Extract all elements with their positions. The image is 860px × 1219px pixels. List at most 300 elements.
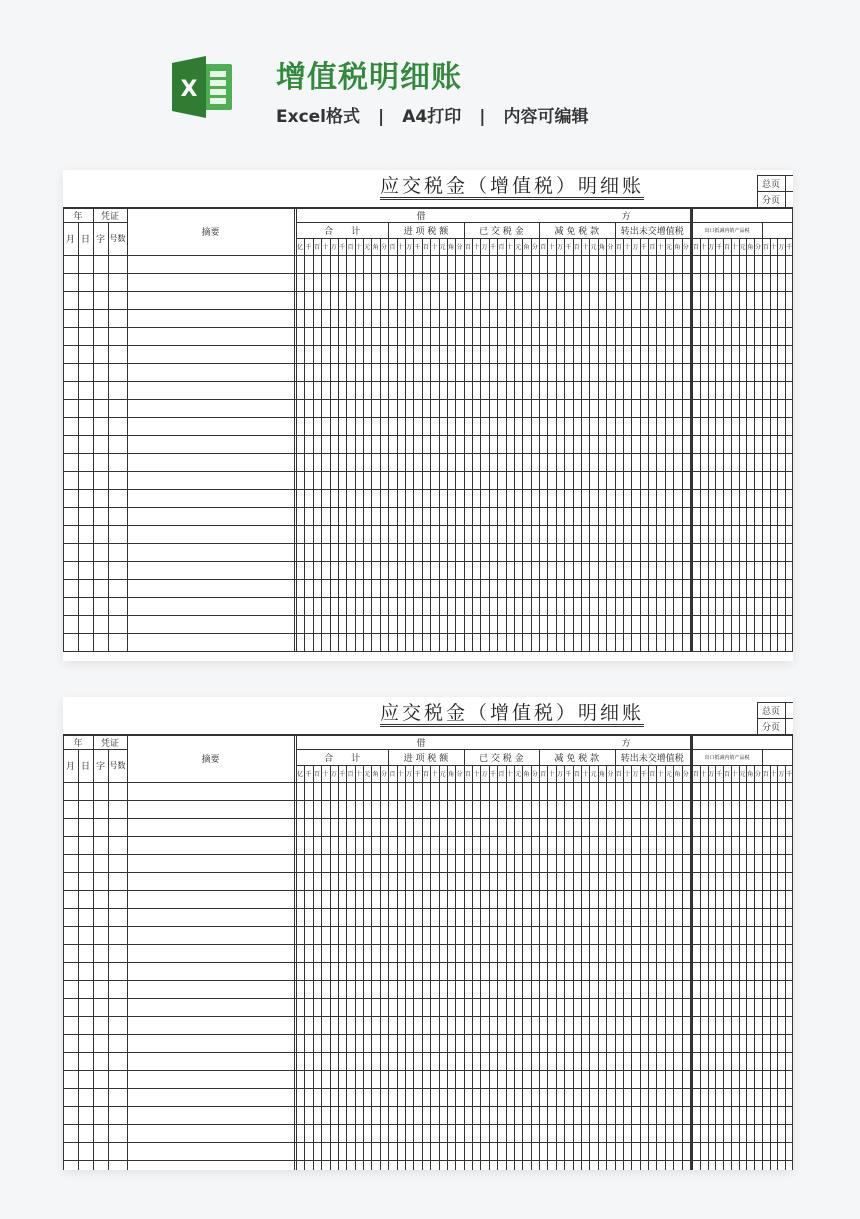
- grid-line: [746, 765, 747, 1170]
- grid-line: [63, 1052, 793, 1053]
- digit-unit-label: 千: [716, 244, 723, 251]
- digit-unit-label: 十: [624, 244, 631, 251]
- digit-unit-label: 十: [731, 244, 738, 251]
- summary-header: 摘要: [201, 755, 220, 765]
- grid-line: [397, 238, 398, 651]
- grid-line: [785, 765, 786, 1170]
- grid-line: [640, 238, 641, 651]
- digit-unit-label: 万: [481, 244, 488, 251]
- digit-unit-label: 百: [464, 244, 471, 251]
- digit-unit-label: 十: [582, 244, 589, 251]
- grid-line: [762, 749, 763, 765]
- month-header: 月: [65, 762, 75, 772]
- digit-unit-label: 十: [657, 244, 664, 251]
- grid-line: [623, 238, 624, 651]
- number-header: 号数: [109, 234, 126, 243]
- grid-line: [648, 238, 649, 651]
- grid-line: [63, 208, 64, 651]
- grid-line: [564, 765, 565, 1170]
- digit-unit-label: 亿: [297, 771, 304, 778]
- digit-unit-label: 十: [548, 771, 555, 778]
- grid-line: [506, 765, 507, 1170]
- summary-header: 摘要: [201, 228, 220, 238]
- digit-unit-label: 角: [523, 244, 530, 251]
- day-header: 日: [80, 235, 90, 245]
- grid-line: [63, 1070, 793, 1071]
- grid-line: [439, 238, 440, 651]
- grid-line: [497, 238, 498, 651]
- grid-line: [656, 238, 657, 651]
- digit-unit-label: 百: [762, 771, 769, 778]
- tag-print: A4打印: [402, 107, 462, 127]
- grid-line: [63, 435, 793, 436]
- grid-line: [413, 765, 414, 1170]
- grid-line: [313, 765, 314, 1170]
- voucher-header: 凭证: [100, 211, 119, 222]
- column-group-header: 减 免 税 款: [554, 226, 600, 237]
- digit-unit-label: 万: [406, 244, 413, 251]
- grid-line: [615, 765, 616, 1170]
- digit-unit-label: 千: [640, 771, 647, 778]
- grid-line: [63, 579, 793, 580]
- column-group-header: 减 免 税 款: [554, 753, 600, 764]
- grid-line: [63, 872, 793, 873]
- digit-unit-label: 十: [700, 244, 707, 251]
- debit-header-right: 方: [621, 738, 631, 749]
- grid-line: [304, 238, 305, 651]
- digit-unit-label: 百: [313, 771, 320, 778]
- digit-unit-label: 分: [456, 244, 463, 251]
- grid-line: [564, 238, 565, 651]
- grid-line: [63, 1142, 793, 1143]
- page-title: 增值税明细账: [276, 60, 462, 95]
- grid-line: [682, 765, 683, 1170]
- digit-unit-label: 百: [692, 244, 699, 251]
- grid-line: [63, 309, 793, 310]
- grid-line: [547, 238, 548, 651]
- ledger-sheet-preview: [63, 697, 793, 1170]
- grid-line: [63, 944, 793, 945]
- digit-unit-label: 百: [615, 244, 622, 251]
- tag-editable: 内容可编辑: [503, 107, 589, 127]
- grid-line: [770, 765, 771, 1170]
- grid-line: [606, 238, 607, 651]
- digit-unit-label: 百: [762, 244, 769, 251]
- digit-unit-label: 百: [464, 771, 471, 778]
- digit-unit-label: 十: [582, 771, 589, 778]
- digit-unit-label: 十: [624, 771, 631, 778]
- svg-text:X: X: [180, 77, 198, 102]
- digit-unit-label: 分: [456, 771, 463, 778]
- digit-unit-label: 角: [747, 244, 754, 251]
- digit-unit-label: 元: [739, 244, 746, 251]
- column-group-header: 合 计: [324, 753, 361, 764]
- sub-page-label: 分页: [761, 723, 780, 733]
- grid-line: [708, 238, 709, 651]
- digit-unit-label: 元: [666, 771, 673, 778]
- digit-unit-label: 万: [330, 244, 337, 251]
- grid-line: [63, 507, 793, 508]
- grid-line: [692, 208, 693, 651]
- digit-unit-label: 千: [786, 244, 793, 251]
- grid-line: [606, 765, 607, 1170]
- grid-line: [464, 765, 465, 1170]
- grid-line: [673, 765, 674, 1170]
- digit-unit-label: 千: [786, 771, 793, 778]
- digit-unit-label: 分: [607, 771, 614, 778]
- grid-line: [63, 962, 793, 963]
- grid-line: [581, 238, 582, 651]
- grid-line: [63, 651, 793, 652]
- grid-line: [63, 453, 793, 454]
- grid-line: [108, 222, 109, 651]
- grid-line: [531, 765, 532, 1170]
- digit-unit-label: 亿: [297, 244, 304, 251]
- grid-line: [422, 765, 423, 1170]
- grid-line: [715, 238, 716, 651]
- grid-line: [63, 363, 793, 364]
- grid-line: [127, 208, 128, 651]
- grid-line: [581, 765, 582, 1170]
- digit-unit-label: 分: [531, 244, 538, 251]
- digit-unit-label: 百: [615, 771, 622, 778]
- grid-line: [63, 926, 793, 927]
- total-page-label: 总页: [761, 179, 780, 190]
- grid-line: [754, 765, 755, 1170]
- grid-line: [422, 238, 423, 651]
- digit-unit-label: 百: [422, 244, 429, 251]
- digit-unit-label: 十: [731, 771, 738, 778]
- digit-unit-label: 千: [565, 244, 572, 251]
- column-group-header: 转出未交增值税: [620, 753, 684, 764]
- grid-line: [63, 980, 793, 981]
- digit-unit-label: 十: [506, 771, 513, 778]
- digit-unit-label: 元: [439, 771, 446, 778]
- digit-unit-label: 元: [666, 244, 673, 251]
- grid-line: [346, 238, 347, 651]
- digit-unit-label: 十: [431, 244, 438, 251]
- grid-line: [556, 765, 557, 1170]
- digit-unit-label: 万: [632, 771, 639, 778]
- grid-line: [573, 765, 574, 1170]
- digit-unit-label: 万: [778, 244, 785, 251]
- grid-line: [589, 765, 590, 1170]
- ledger-sheet-preview: [63, 170, 793, 661]
- digit-unit-label: 千: [489, 771, 496, 778]
- grid-line: [514, 765, 515, 1170]
- grid-line: [455, 238, 456, 651]
- grid-line: [63, 1088, 793, 1089]
- grid-line: [388, 238, 389, 651]
- digit-unit-label: 百: [723, 244, 730, 251]
- feature-tags: [276, 102, 588, 127]
- grid-line: [489, 765, 490, 1170]
- grid-line: [388, 765, 389, 1170]
- digit-unit-label: 万: [778, 771, 785, 778]
- grid-line: [455, 765, 456, 1170]
- digit-unit-label: 百: [389, 244, 396, 251]
- grid-line: [514, 238, 515, 651]
- digit-unit-label: 分: [381, 244, 388, 251]
- grid-line: [430, 765, 431, 1170]
- grid-line: [464, 238, 465, 651]
- digit-unit-label: 十: [506, 244, 513, 251]
- digit-unit-label: 千: [489, 244, 496, 251]
- grid-line: [489, 238, 490, 651]
- column-group-header: 已 交 税 金: [479, 226, 524, 237]
- digit-unit-label: 角: [448, 244, 455, 251]
- digit-unit-label: 百: [723, 771, 730, 778]
- sheet-title: 应交税金（增值税）明细账: [380, 175, 644, 200]
- number-header: 号数: [109, 761, 126, 770]
- tag-format: Excel格式: [276, 107, 361, 127]
- digit-unit-label: 角: [674, 244, 681, 251]
- digit-unit-label: 角: [523, 771, 530, 778]
- grid-line: [631, 765, 632, 1170]
- grid-line: [63, 1106, 793, 1107]
- grid-line: [631, 238, 632, 651]
- grid-line: [405, 765, 406, 1170]
- digit-unit-label: 分: [755, 244, 762, 251]
- digit-unit-label: 千: [339, 771, 346, 778]
- digit-unit-label: 元: [739, 771, 746, 778]
- digit-unit-label: 角: [448, 771, 455, 778]
- grid-line: [330, 765, 331, 1170]
- grid-line: [770, 238, 771, 651]
- digit-unit-label: 百: [389, 771, 396, 778]
- digit-unit-label: 十: [322, 771, 329, 778]
- digit-unit-label: 千: [305, 771, 312, 778]
- digit-unit-label: 角: [372, 771, 379, 778]
- separator: |: [378, 107, 385, 127]
- grid-line: [762, 765, 763, 1170]
- grid-line: [598, 238, 599, 651]
- grid-line: [531, 238, 532, 651]
- grid-line: [63, 381, 793, 382]
- grid-line: [623, 765, 624, 1170]
- digit-unit-label: 角: [674, 771, 681, 778]
- digit-unit-label: 千: [716, 771, 723, 778]
- digit-unit-label: 元: [515, 771, 522, 778]
- grid-line: [556, 238, 557, 651]
- digit-unit-label: 十: [355, 771, 362, 778]
- grid-line: [63, 597, 793, 598]
- digit-unit-label: 百: [313, 244, 320, 251]
- digit-unit-label: 千: [640, 244, 647, 251]
- grid-line: [405, 238, 406, 651]
- digit-unit-label: 万: [708, 244, 715, 251]
- debit-header-left: 借: [416, 211, 426, 222]
- digit-unit-label: 千: [565, 771, 572, 778]
- grid-line: [371, 765, 372, 1170]
- grid-line: [447, 238, 448, 651]
- digit-unit-label: 万: [330, 771, 337, 778]
- grid-line: [63, 1016, 793, 1017]
- grid-line: [413, 238, 414, 651]
- excel-logo-icon: [172, 56, 234, 118]
- digit-unit-label: 分: [531, 771, 538, 778]
- digit-unit-label: 角: [598, 244, 605, 251]
- grid-line: [304, 765, 305, 1170]
- digit-unit-label: 元: [364, 771, 371, 778]
- grid-line: [63, 836, 793, 837]
- grid-line: [371, 238, 372, 651]
- grid-line: [480, 765, 481, 1170]
- digit-unit-label: 角: [598, 771, 605, 778]
- grid-line: [497, 765, 498, 1170]
- grid-line: [522, 765, 523, 1170]
- grid-line: [731, 238, 732, 651]
- grid-line: [355, 238, 356, 651]
- digit-unit-label: 分: [682, 771, 689, 778]
- digit-unit-label: 分: [381, 771, 388, 778]
- digit-unit-label: 百: [347, 771, 354, 778]
- grid-line: [63, 854, 793, 855]
- digit-unit-label: 十: [355, 244, 362, 251]
- grid-line: [785, 238, 786, 651]
- grid-line: [682, 238, 683, 651]
- digit-unit-label: 角: [747, 771, 754, 778]
- debit-header-right: 方: [621, 211, 631, 222]
- grid-line: [63, 327, 793, 328]
- debit-header-left: 借: [416, 738, 426, 749]
- grid-line: [506, 238, 507, 651]
- digit-unit-label: 十: [548, 244, 555, 251]
- word-header: 字: [95, 235, 105, 245]
- grid-line: [355, 765, 356, 1170]
- digit-unit-label: 百: [573, 244, 580, 251]
- total-page-label: 总页: [761, 706, 780, 717]
- grid-line: [296, 208, 297, 651]
- digit-unit-label: 十: [322, 244, 329, 251]
- digit-unit-label: 千: [414, 771, 421, 778]
- grid-line: [785, 702, 786, 735]
- grid-line: [430, 238, 431, 651]
- digit-unit-label: 万: [481, 771, 488, 778]
- grid-line: [472, 765, 473, 1170]
- word-header: 字: [95, 762, 105, 772]
- digit-unit-label: 百: [573, 771, 580, 778]
- digit-unit-label: 元: [439, 244, 446, 251]
- grid-line: [589, 238, 590, 651]
- grid-line: [63, 255, 793, 256]
- digit-unit-label: 万: [406, 771, 413, 778]
- grid-line: [63, 273, 793, 274]
- grid-line: [539, 238, 540, 651]
- digit-unit-label: 十: [473, 244, 480, 251]
- grid-line: [78, 222, 79, 651]
- grid-line: [746, 238, 747, 651]
- grid-line: [754, 238, 755, 651]
- column-group-header: 出口抵减内销产品税: [704, 754, 750, 761]
- grid-line: [321, 238, 322, 651]
- column-group-header: 已 交 税 金: [479, 753, 524, 764]
- grid-line: [63, 561, 793, 562]
- grid-line: [731, 765, 732, 1170]
- grid-line: [715, 765, 716, 1170]
- digit-unit-label: 元: [364, 244, 371, 251]
- digit-unit-label: 百: [540, 771, 547, 778]
- grid-line: [63, 1160, 793, 1161]
- grid-line: [648, 765, 649, 1170]
- grid-line: [762, 238, 763, 651]
- grid-line: [777, 765, 778, 1170]
- sheet-title: 应交税金（增值税）明细账: [380, 702, 644, 727]
- grid-line: [63, 471, 793, 472]
- grid-line: [63, 291, 793, 292]
- grid-line: [472, 238, 473, 651]
- digit-unit-label: 元: [590, 771, 597, 778]
- grid-line: [656, 765, 657, 1170]
- grid-line: [63, 782, 793, 783]
- digit-unit-label: 万: [632, 244, 639, 251]
- grid-line: [447, 765, 448, 1170]
- digit-unit-label: 千: [414, 244, 421, 251]
- grid-line: [640, 765, 641, 1170]
- day-header: 日: [80, 762, 90, 772]
- grid-line: [346, 765, 347, 1170]
- digit-unit-label: 千: [339, 244, 346, 251]
- grid-line: [63, 345, 793, 346]
- column-group-header: 合 计: [324, 226, 361, 237]
- grid-line: [665, 765, 666, 1170]
- digit-unit-label: 百: [422, 771, 429, 778]
- grid-line: [723, 238, 724, 651]
- digit-unit-label: 万: [557, 244, 564, 251]
- grid-line: [63, 1034, 793, 1035]
- grid-line: [63, 1124, 793, 1125]
- grid-line: [363, 238, 364, 651]
- digit-unit-label: 十: [770, 771, 777, 778]
- voucher-header: 凭证: [100, 738, 119, 749]
- grid-line: [723, 765, 724, 1170]
- digit-unit-label: 分: [755, 771, 762, 778]
- grid-line: [700, 765, 701, 1170]
- grid-line: [294, 208, 295, 651]
- grid-line: [665, 238, 666, 651]
- digit-unit-label: 元: [515, 244, 522, 251]
- column-group-header: 进 项 税 额: [403, 753, 449, 764]
- grid-line: [63, 615, 793, 616]
- digit-unit-label: 十: [657, 771, 664, 778]
- grid-line: [63, 908, 793, 909]
- grid-line: [380, 238, 381, 651]
- column-group-header: 转出未交增值税: [620, 226, 684, 237]
- grid-line: [573, 238, 574, 651]
- digit-unit-label: 百: [498, 244, 505, 251]
- grid-line: [480, 238, 481, 651]
- grid-line: [338, 765, 339, 1170]
- digit-unit-label: 角: [372, 244, 379, 251]
- grid-line: [338, 238, 339, 651]
- grid-line: [547, 765, 548, 1170]
- month-header: 月: [65, 235, 75, 245]
- digit-unit-label: 十: [397, 244, 404, 251]
- column-group-header: 进 项 税 额: [403, 226, 449, 237]
- grid-line: [63, 998, 793, 999]
- digit-unit-label: 千: [305, 244, 312, 251]
- digit-unit-label: 百: [540, 244, 547, 251]
- grid-line: [598, 765, 599, 1170]
- grid-line: [63, 890, 793, 891]
- digit-unit-label: 十: [431, 771, 438, 778]
- year-header: 年: [73, 738, 83, 749]
- grid-line: [785, 175, 786, 208]
- grid-line: [330, 238, 331, 651]
- grid-line: [363, 765, 364, 1170]
- grid-line: [739, 238, 740, 651]
- digit-unit-label: 十: [770, 244, 777, 251]
